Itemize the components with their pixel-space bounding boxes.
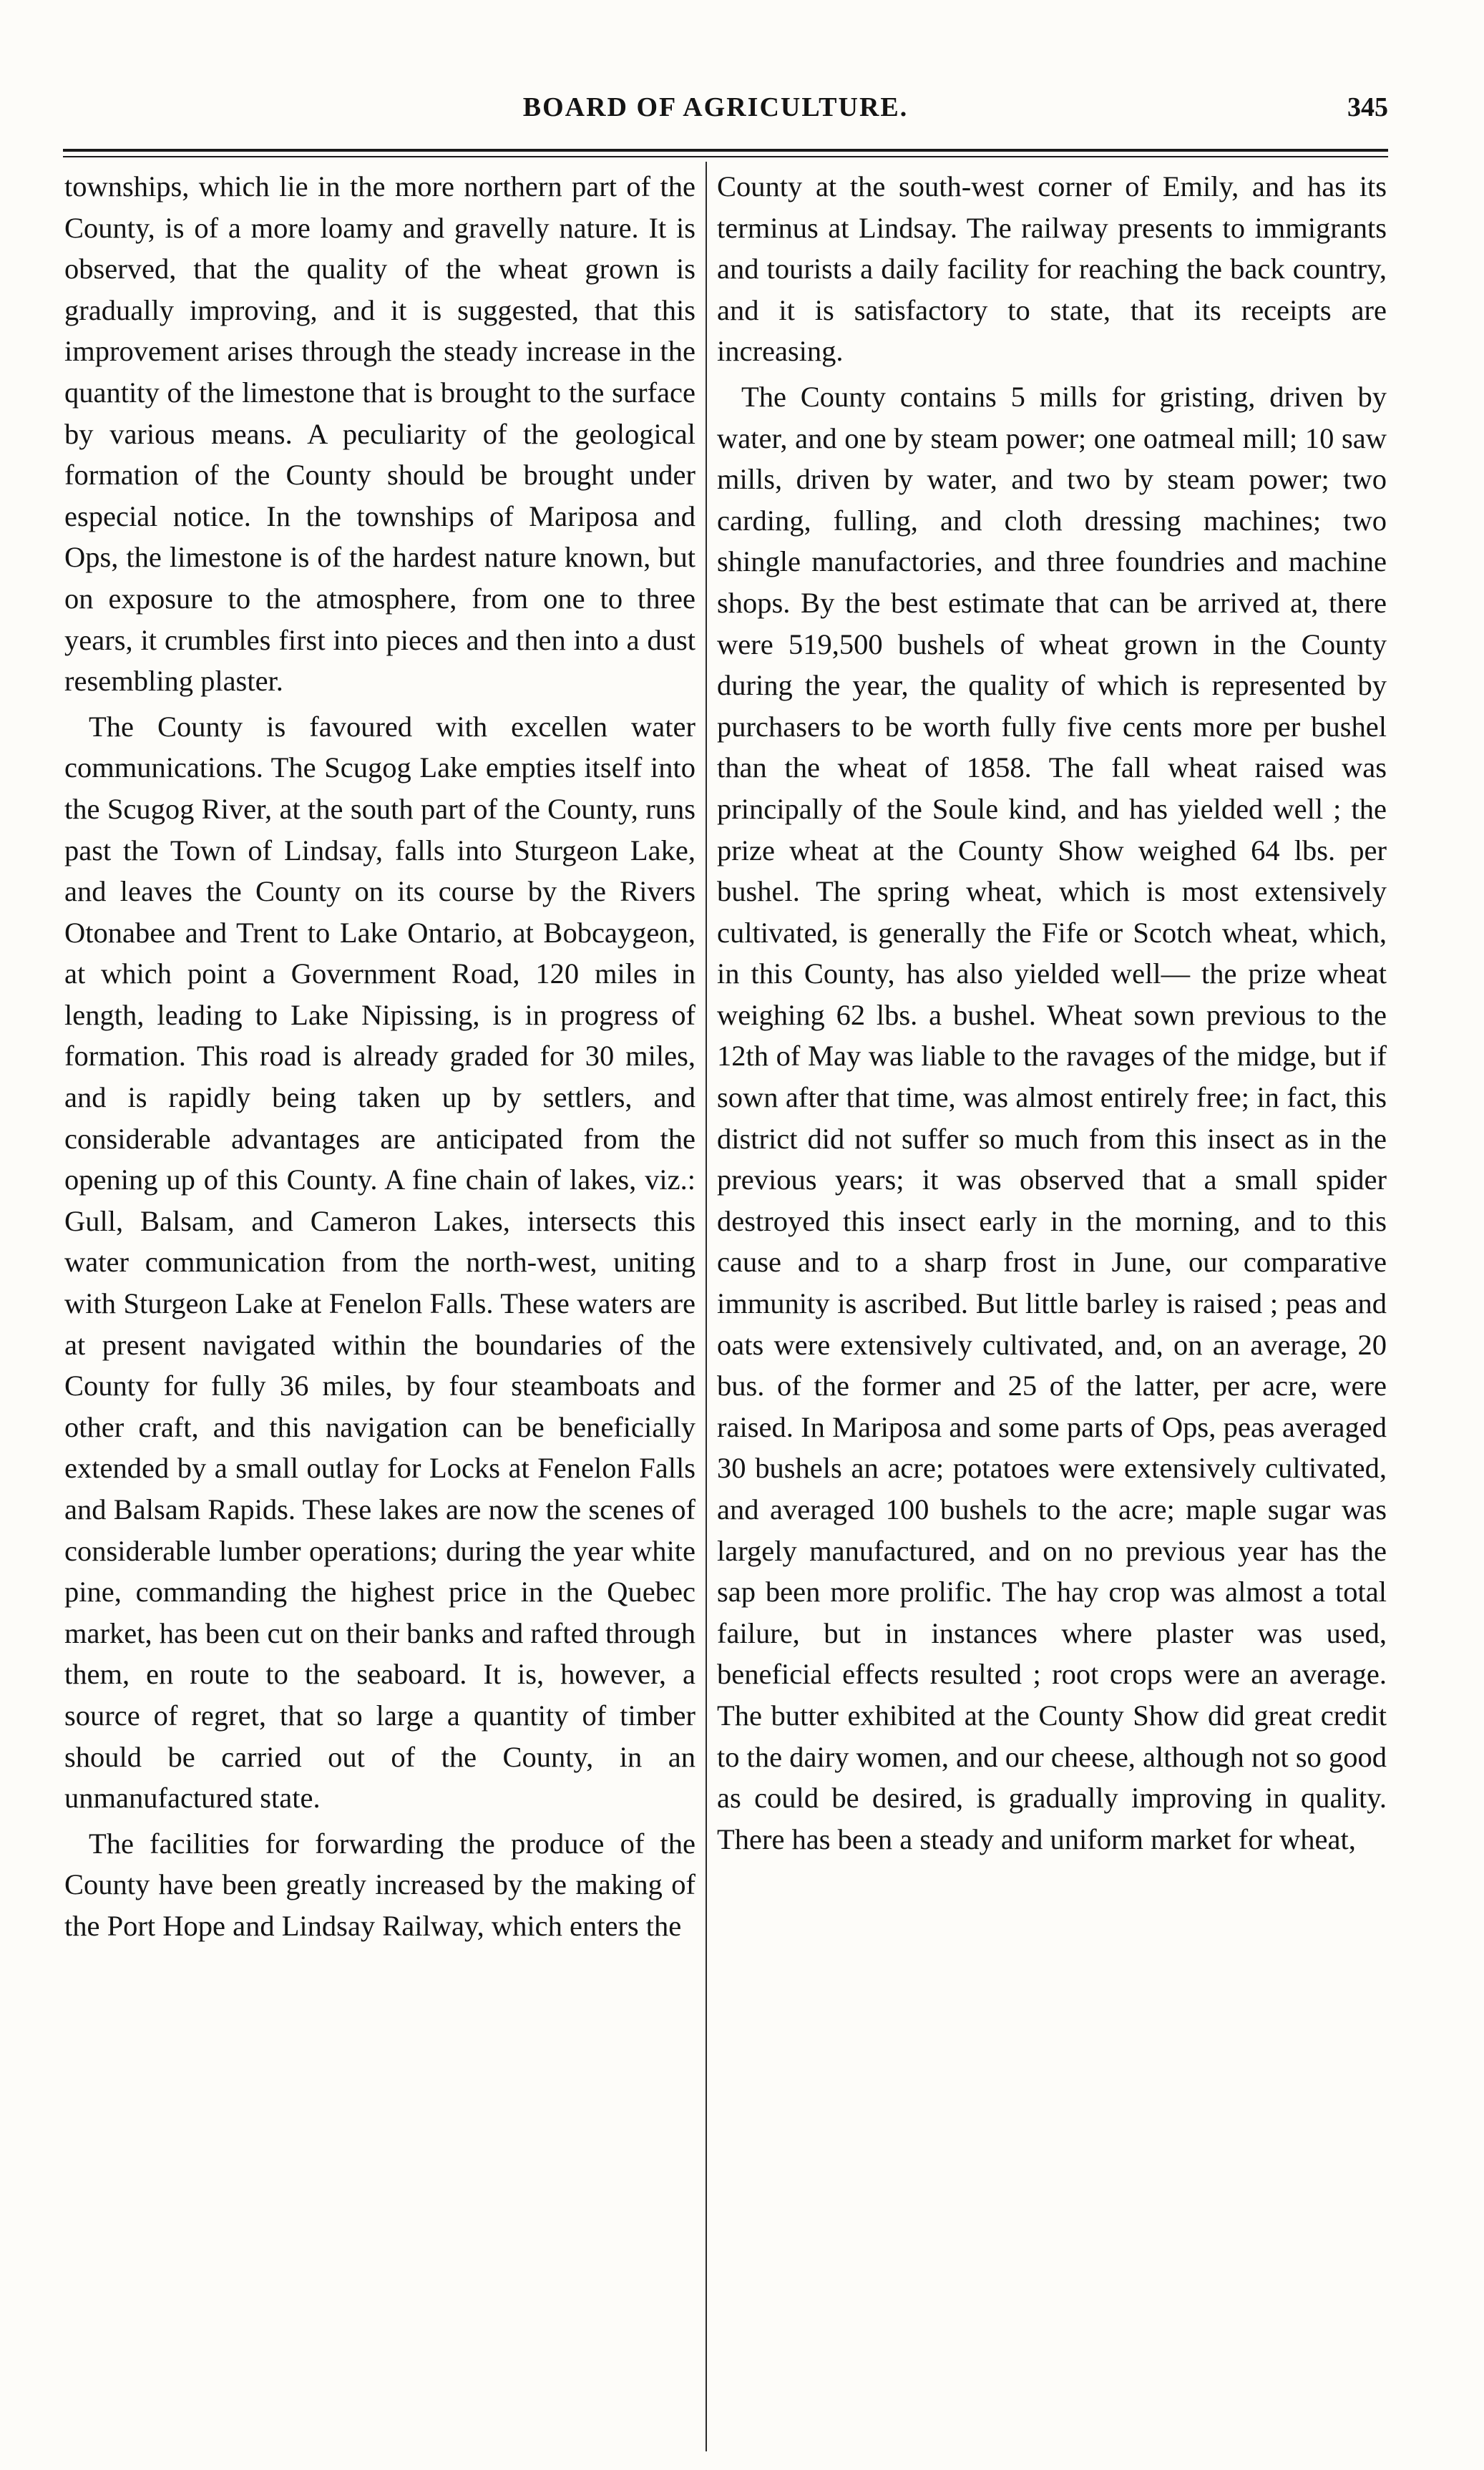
header-rule-thin — [63, 156, 1388, 157]
right-column — [717, 166, 1387, 1860]
column-divider — [706, 162, 707, 2451]
left-paragraph-2: The County is favoured with excellen water communications. The Scugog Lake empties itself into the Scugog River, at the south part of the County, runs past the Town of Lindsay, falls into Sturgeon Lake, and leaves the County on its course by the Rivers Otonabee and Trent to Lake Ontario, at Bobcaygeon, at which point a Government Road, 120 miles in length, leading to Lake Nipissing, is in progress of formation. This road is already graded for 30 miles, and is rapidly being taken up by settlers, and considerable advantages are anticipated from the opening up of this County. A fine chain of lakes, viz.: Gull, Balsam, and Cameron Lakes, intersects this water communication from the north-west, uniting with Sturgeon Lake at Fenelon Falls. These waters are at present navigated within the boundaries of the County for fully 36 miles, by four steamboats and other craft, and this navigation can be beneficially extended by a small outlay for Locks at Fenelon Falls and Balsam Rapids. These lakes are now the scenes of considerable lumber operations; during the year white pine, commanding the highest price in the Quebec market, has been cut on their banks and rafted through them, en route to the seaboard. It is, however, a source of regret, that so large a quantity of timber should be carried out of the County, in an unmanufactured state. — [64, 710, 695, 1815]
running-head-title: BOARD OF AGRICULTURE. — [522, 92, 909, 122]
left-paragraph-3: The facilities for forwarding the produce of the County have been greatly increased by the making of the Port Hope and Lindsay Railway, which enters the — [64, 1827, 695, 1942]
header-rule-thick — [63, 149, 1388, 152]
page-number: 345 — [1347, 92, 1388, 122]
right-paragraph-2: The County contains 5 mills for gristing, driven by water, and one by steam power; one oatmeal mill; 10 saw mills, driven by water, and two by steam power; two carding, fulling, and cloth dressing machines; two shingle manufactories, and three foundries and machine shops. By the best estimate that can be arrived at, there were 519,500 bushels of wheat grown in the County during the year, the quality of which is represented by purchasers to be worth fully five cents more per bushel than the wheat of 1858. The fall wheat raised was principally of the Soule kind, and has yielded well ; the prize wheat at the County Show weighed 64 lbs. per bushel. The spring wheat, which is most extensively cultivated, is generally the Fife or Scotch wheat, which, in this County, has also yielded well— the prize wheat weighing 62 lbs. a bushel. Wheat sown previous to the 12th of May was liable to the ravages of the midge, but if sown after that time, was almost entirely free; in fact, this district did not suffer so much from this insect as in the previous years; it was observed that a small spider destroyed this insect early in the morning, and to this cause and to a sharp frost in June, our comparative immunity is ascribed. But little barley is raised ; peas and oats were extensively cultivated, and, on an average, 20 bus. of the former and 25 of the latter, per acre, were raised. In Mariposa and some parts of Ops, peas averaged 30 bushels an acre; potatoes were extensively cultivated, and averaged 100 bushels to the acre; maple sugar was largely manufactured, and on no previous year has the sap been more prolific. The hay crop was almost a total failure, but in instances where plaster was used, beneficial effects resulted ; root crops were an average. The butter exhibited at the County Show did great credit to the dairy women, and our cheese, although not so good as could be desired, is gradually improving in quality. There has been a steady and uniform market for wheat, — [717, 380, 1387, 1855]
right-paragraph-1: County at the south-west corner of Emily, and has its terminus at Lindsay. The railway presents to immigrants and tourists a daily facility for reaching the back country, and it is satisfactory to state, that its receipts are increasing. — [717, 170, 1387, 368]
left-column — [64, 166, 695, 1947]
running-header — [43, 92, 1388, 135]
left-paragraph-1: townships, which lie in the more northern part of the County, is of a more loamy and gravelly nature. It is observed, that the quality of the wheat grown is gradually improving, and it is suggested, that this improvement arises through the steady increase in the quantity of the limestone that is brought to the surface by various means. A peculiarity of the geological formation of the County should be brought under especial notice. In the townships of Mariposa and Ops, the limestone is of the hardest nature known, but on exposure to the atmosphere, from one to three years, it crumbles first into pieces and then into a dust resembling plaster. — [64, 170, 695, 698]
